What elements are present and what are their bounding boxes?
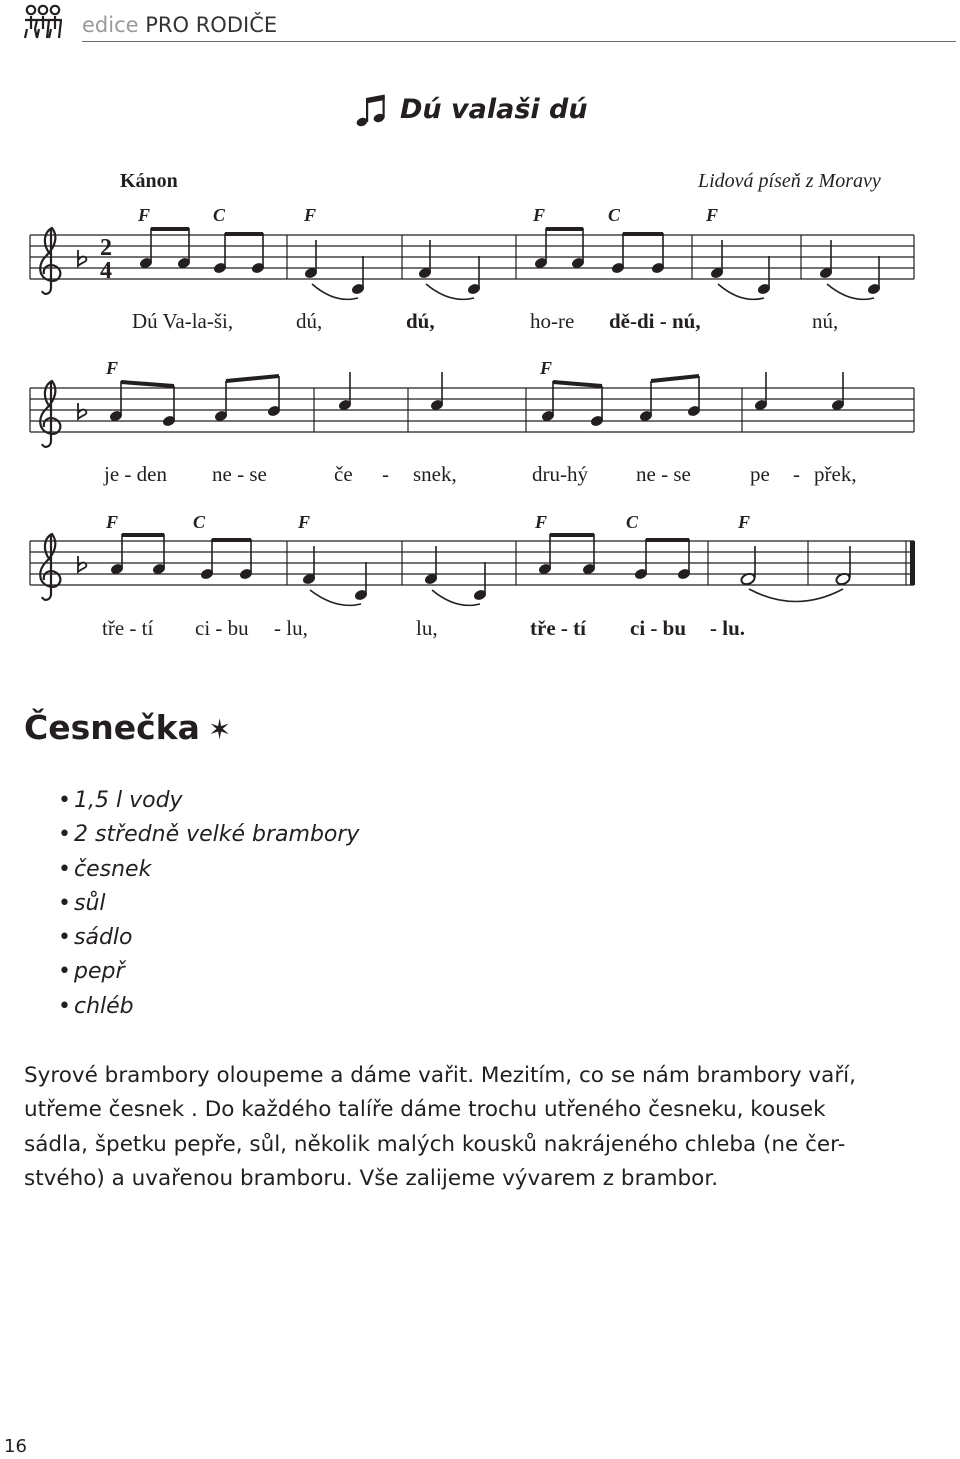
lyric-syllable: - lu, xyxy=(274,616,308,640)
staff-line-2 xyxy=(30,388,914,432)
lyric-syllable: je - den xyxy=(104,462,167,486)
ingredient-text: 2 středně velké brambory xyxy=(74,822,360,848)
bullet-icon: • xyxy=(58,925,71,951)
recipe-heading xyxy=(24,708,231,747)
list-item xyxy=(58,853,359,887)
bullet-icon: • xyxy=(58,959,71,985)
lyric-syllable: lu, xyxy=(416,616,438,640)
lyric-syllable: tře - tí xyxy=(530,616,586,640)
bullet-icon: • xyxy=(58,822,71,848)
lyric-syllable: - lu. xyxy=(710,616,746,640)
instruction-line: utřeme česnek . Do každého talíře dáme trochu utřeného česneku, kousek xyxy=(24,1097,826,1123)
lyric-syllable: snek, xyxy=(413,462,457,486)
series-name: PRO RODIČE xyxy=(145,13,278,37)
chord-symbol: F xyxy=(738,512,751,532)
lyric-syllable: nú, xyxy=(812,309,839,333)
sheet-music xyxy=(0,0,960,680)
list-item xyxy=(58,921,359,955)
bullet-icon: • xyxy=(58,788,71,813)
chord-symbol: C xyxy=(213,205,226,225)
ingredient-text: česnek xyxy=(74,856,152,882)
instruction-line: stvého) a uvařenou bramboru. Vše zalijeme vývarem z brambor. xyxy=(24,1165,719,1191)
instruction-line: sádla, špetku pepře, sůl, několik malých kousků nakrájeného chleba (ne čer- xyxy=(24,1131,846,1157)
bullet-icon: • xyxy=(58,993,71,1019)
lyric-syllable: - xyxy=(382,462,389,486)
lyric-syllable: dú, xyxy=(406,309,435,333)
list-item xyxy=(58,887,359,921)
ingredient-list xyxy=(58,784,359,1024)
lyric-syllable: ho-re xyxy=(530,309,575,333)
chord-symbol: F xyxy=(533,205,546,225)
chord-symbol: F xyxy=(106,512,119,532)
page-number: 16 xyxy=(4,1436,27,1457)
ingredient-text: pepř xyxy=(74,959,125,985)
chord-symbol: F xyxy=(138,205,151,225)
chord-symbol: C xyxy=(608,205,621,225)
chord-symbol: C xyxy=(626,512,639,532)
lyric-syllable: dě-di - nú, xyxy=(609,309,701,333)
lyric-syllable: přek, xyxy=(814,462,857,486)
song-title: Dú valaši dú xyxy=(400,94,588,125)
lyric-syllable: Dú Va-la-ši, xyxy=(132,309,234,333)
lyric-syllable: ci - bu xyxy=(195,616,249,640)
ingredient-text: 1,5 l vody xyxy=(74,788,183,813)
chord-symbol: F xyxy=(106,358,119,378)
instruction-line: Syrové brambory oloupeme a dáme vařit. Mezitím, co se nám brambory vaří, xyxy=(24,1063,856,1088)
list-item xyxy=(58,784,359,818)
ingredient-text: chléb xyxy=(74,993,134,1019)
lyric-syllable: dú, xyxy=(296,309,323,333)
staff-line-3 xyxy=(30,541,914,585)
ingredient-text: sádlo xyxy=(74,925,133,951)
chord-symbol: F xyxy=(298,512,311,532)
lyric-syllable: ne - se xyxy=(636,462,691,486)
bullet-icon: • xyxy=(58,856,71,882)
series-prefix: edice xyxy=(82,13,139,37)
svg-text:4: 4 xyxy=(100,258,112,284)
six-pointed-star-icon: ✶ xyxy=(207,713,232,746)
list-item xyxy=(58,818,359,852)
svg-text:2: 2 xyxy=(100,235,112,261)
lyric-syllable: če xyxy=(334,462,353,486)
form-label: Kánon xyxy=(120,170,178,192)
lyric-syllable: ci - bu xyxy=(630,616,687,640)
lyric-syllable: - xyxy=(793,462,800,486)
chord-symbol: F xyxy=(535,512,548,532)
bullet-icon: • xyxy=(58,890,71,916)
origin-label: Lidová píseň z Moravy xyxy=(698,170,881,192)
recipe-instructions xyxy=(24,1059,920,1196)
lyric-syllable: pe xyxy=(750,462,770,486)
lyric-syllable: ne - se xyxy=(212,462,267,486)
chord-symbol: F xyxy=(304,205,317,225)
lyric-syllable: dru-hý xyxy=(532,462,588,486)
chord-symbol: F xyxy=(706,205,719,225)
ingredient-text: sůl xyxy=(74,890,106,916)
list-item xyxy=(58,955,359,989)
chord-symbol: C xyxy=(193,512,206,532)
recipe-title: Česnečka xyxy=(24,708,200,747)
list-item xyxy=(58,990,359,1024)
chord-symbol: F xyxy=(540,358,553,378)
lyric-syllable: tře - tí xyxy=(102,616,154,640)
staff-line-1 xyxy=(30,235,914,279)
